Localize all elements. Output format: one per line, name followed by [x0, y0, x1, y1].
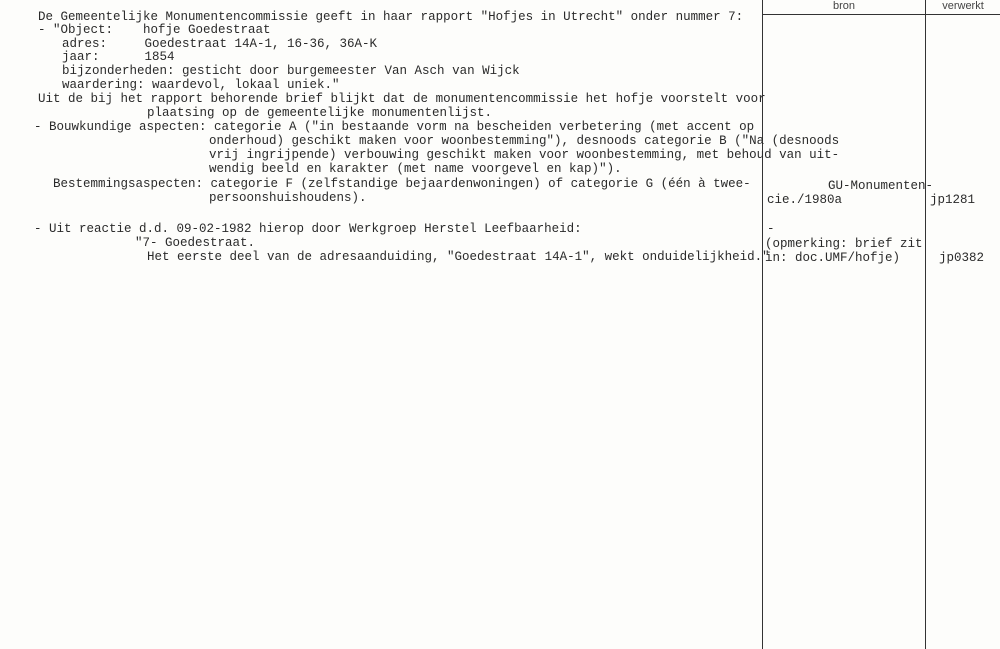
- verwerkt-entry: jp1281: [930, 193, 976, 207]
- structural-aspects-cont-3: wendig beeld en karakter (met name voorgevel en kap)").: [209, 162, 622, 176]
- year-line: jaar: 1854: [62, 50, 175, 64]
- bron-entry: (opmerking: brief zit: [765, 237, 923, 251]
- letter-line-cont: plaatsing op de gemeentelijke monumentenlijst.: [147, 106, 493, 120]
- verwerkt-column-left-rule: [925, 0, 926, 649]
- header-rule: [762, 14, 1000, 15]
- verwerkt-entry: jp0382: [939, 251, 985, 265]
- bron-entry: in: doc.UMF/hofje): [765, 251, 901, 265]
- valuation-line: waardering: waardevol, lokaal uniek.": [62, 78, 340, 92]
- designation-aspects-cont: persoonshuishoudens).: [209, 191, 367, 205]
- address-line: adres: Goedestraat 14A-1, 16-36, 36A-K: [62, 37, 378, 51]
- bron-header: bron: [832, 0, 856, 12]
- bron-entry: cie./1980a: [767, 193, 843, 207]
- letter-line: Uit de bij het rapport behorende brief blijkt dat de monumentencommissie het hofje voorstelt voor: [38, 92, 766, 106]
- bron-entry: GU-Monumenten-: [828, 179, 934, 193]
- object-line: - "Object: hofje Goedestraat: [38, 23, 271, 37]
- verwerkt-header: verwerkt: [942, 0, 984, 12]
- reaction-quote-text: Het eerste deel van de adresaanduiding, "Goedestraat 14A-1", wekt onduidelijkheid.": [147, 250, 770, 264]
- structural-aspects-cont-2: vrij ingrijpende) verbouwing geschikt maken voor woonbestemming, met behoud van uit-: [209, 148, 840, 162]
- particulars-line: bijzonderheden: gesticht door burgemeester Van Asch van Wijck: [62, 64, 520, 78]
- structural-aspects-line: - Bouwkundige aspecten: categorie A ("in bestaande vorm na bescheiden verbetering (met accent op: [34, 120, 755, 134]
- designation-aspects-line: Bestemmingsaspecten: categorie F (zelfstandige bejaardenwoningen) of categorie G (één à twee-: [53, 177, 751, 191]
- reaction-quote-title: "7- Goedestraat.: [135, 236, 256, 250]
- structural-aspects-cont-1: onderhoud) geschikt maken voor woonbestemming"), desnoods categorie B ("Na (desnoods: [209, 134, 840, 148]
- bron-entry: -: [767, 222, 775, 236]
- intro-line: De Gemeentelijke Monumentencommissie geeft in haar rapport "Hofjes in Utrecht" onder nummer 7:: [38, 10, 744, 24]
- reaction-line: - Uit reactie d.d. 09-02-1982 hierop door Werkgroep Herstel Leefbaarheid:: [34, 222, 582, 236]
